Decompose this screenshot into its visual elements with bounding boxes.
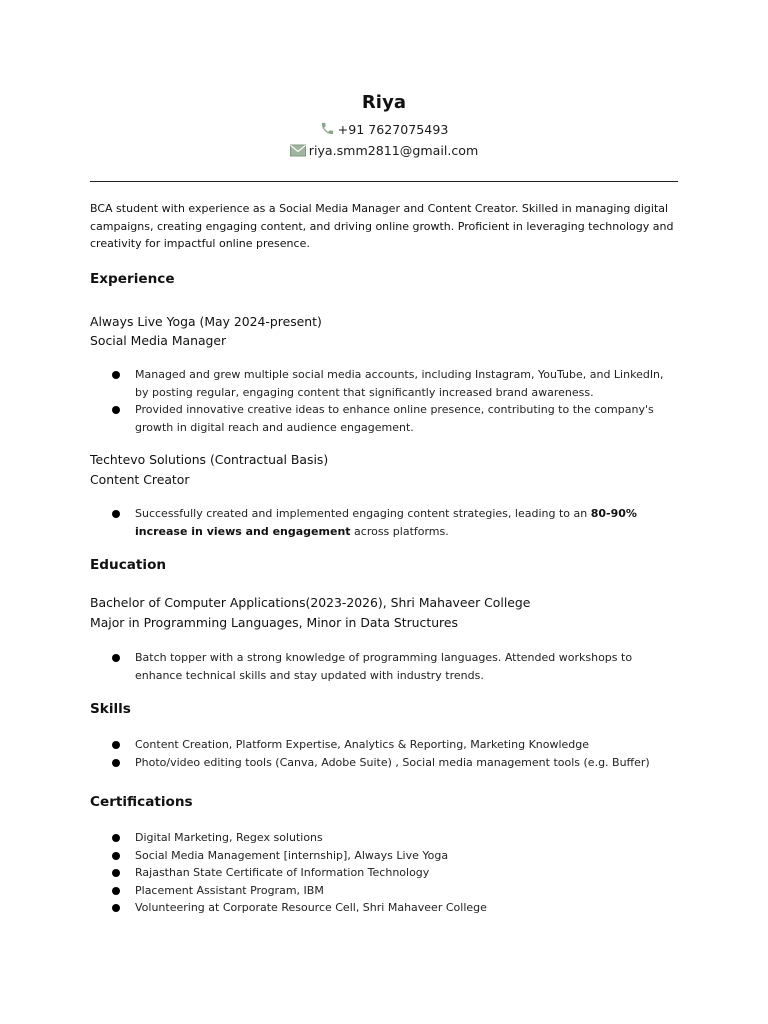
list-item: Content Creation, Platform Expertise, Analytics & Reporting, Marketing Knowledge: [110, 736, 670, 754]
bullet-icon: [112, 852, 120, 860]
list-item: Successfully created and implemented engaging content strategies, leading to an 80-90% increase in views and engagement across platforms.: [110, 505, 670, 540]
phone-number: +91 7627075493: [337, 122, 449, 137]
list-item: Provided innovative creative ideas to enhance online presence, contributing to the company's growth in digital reach and audience engagement.: [110, 401, 670, 436]
mail-icon: [290, 144, 306, 160]
education-bullets: [110, 649, 670, 684]
bullet-icon: [112, 759, 120, 767]
list-item: Batch topper with a strong knowledge of programming languages. Attended workshops to enhance technical skills and stay updated with industry trends.: [110, 649, 670, 684]
bullet-icon: [112, 510, 120, 518]
degree-line: Bachelor of Computer Applications(2023-2026), Shri Mahaveer College: [90, 595, 531, 610]
job-bullets: [110, 366, 670, 436]
job-role: Social Media Manager: [90, 333, 227, 348]
certifications-list: [110, 829, 670, 917]
bullet-icon: [112, 834, 120, 842]
highlight-text: 80-90% increase in views and engagement: [135, 507, 637, 538]
list-item: Digital Marketing, Regex solutions: [110, 829, 670, 847]
header-divider: [90, 181, 678, 182]
bullet-icon: [112, 406, 120, 414]
bullet-icon: [112, 371, 120, 379]
experience-heading: Experience: [90, 271, 175, 287]
list-item: Social Media Management [internship], Always Live Yoga: [110, 847, 670, 865]
email-address: riya.smm2811@gmail.com: [308, 143, 479, 158]
list-item: Placement Assistant Program, IBM: [110, 882, 670, 900]
phone-line: [0, 121, 768, 139]
bullet-icon: [112, 741, 120, 749]
job-company: Always Live Yoga (May 2024-present): [90, 314, 322, 329]
major-line: Major in Programming Languages, Minor in Data Structures: [90, 615, 458, 630]
list-item: Rajasthan State Certificate of Information Technology: [110, 864, 670, 882]
list-item: Photo/video editing tools (Canva, Adobe Suite) , Social media management tools (e.g. Buffer): [110, 754, 670, 772]
education-heading: Education: [90, 557, 167, 573]
bullet-icon: [112, 904, 120, 912]
email-line: [0, 143, 768, 160]
bullet-icon: [112, 869, 120, 877]
job-company: Techtevo Solutions (Contractual Basis): [90, 452, 329, 467]
skills-list: [110, 736, 670, 771]
job-role: Content Creator: [90, 472, 190, 487]
skills-heading: Skills: [90, 701, 131, 717]
phone-icon: [320, 121, 335, 139]
list-item: Managed and grew multiple social media accounts, including Instagram, YouTube, and LinkedIn, by posting regular, engaging content that significantly increased brand awareness.: [110, 366, 670, 401]
summary-paragraph: BCA student with experience as a Social Media Manager and Content Creator. Skilled in managing digital campaigns, creating engaging content, and driving online growth. Proficient in leveraging technology and creativity for impactful online presence.: [90, 202, 674, 250]
certifications-heading: Certifications: [90, 794, 193, 810]
bullet-icon: [112, 887, 120, 895]
job-bullets: [110, 505, 670, 540]
candidate-name: Riya: [361, 92, 407, 113]
list-item: Volunteering at Corporate Resource Cell, Shri Mahaveer College: [110, 899, 670, 917]
bullet-icon: [112, 654, 120, 662]
